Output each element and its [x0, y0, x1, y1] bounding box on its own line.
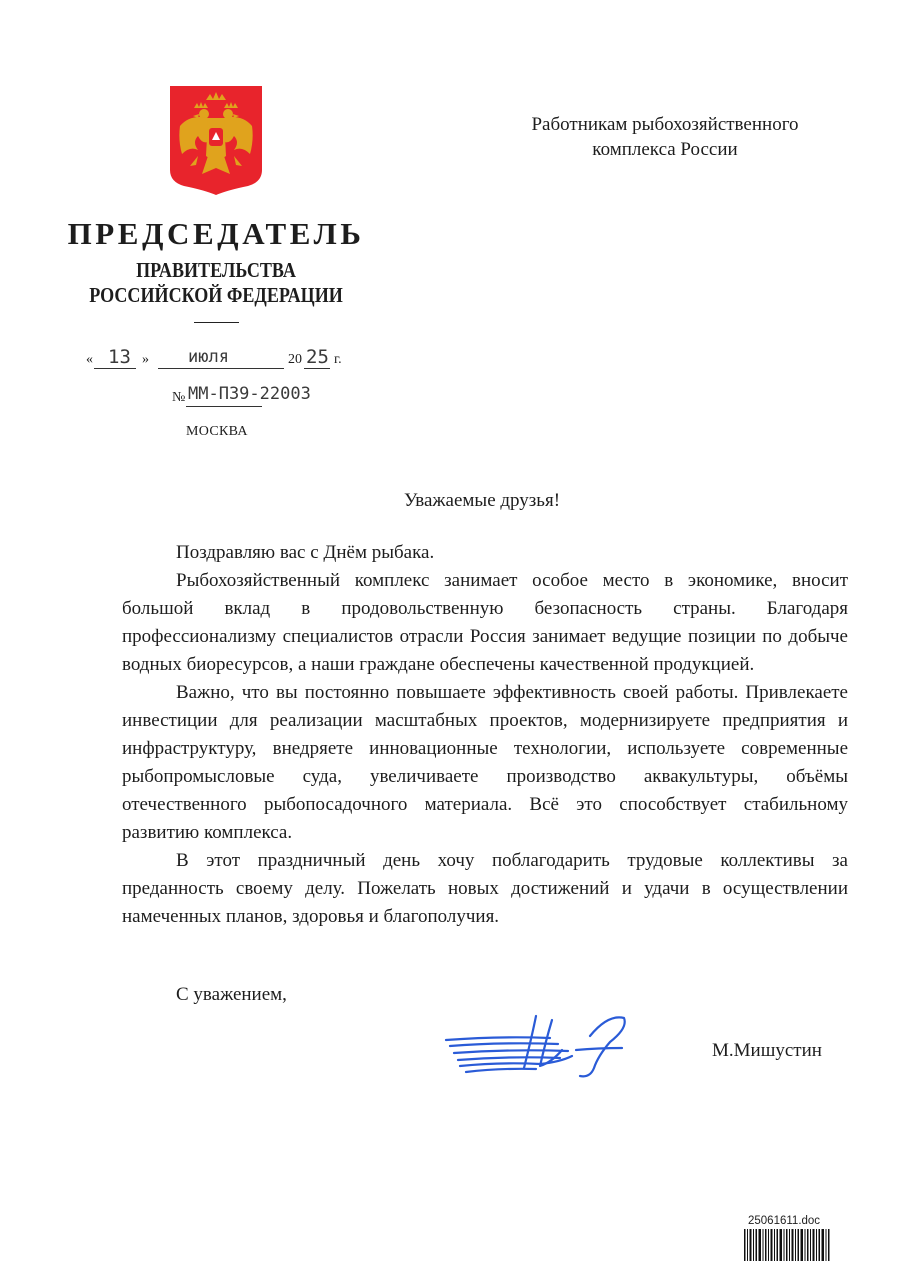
- barcode-icon: [744, 1229, 830, 1261]
- signer-name: М.Мишустин: [712, 1040, 822, 1061]
- body-paragraph: В этот праздничный день хочу поблагодарить трудовые коллективы за преданность своему делу. Пожелать новых достижений и удачи в осуществлении намеченных планов, здоровья и благополучия.: [122, 850, 848, 927]
- date-open-quote: «: [86, 352, 93, 367]
- date-day: 13: [108, 346, 131, 368]
- handwritten-signature: [440, 1006, 640, 1086]
- addressee-line-2: комплекса России: [592, 139, 738, 160]
- date-month-underline: [158, 368, 284, 369]
- date-year-prefix: 20: [288, 352, 302, 367]
- letterhead-title: ПРЕДСЕДАТЕЛЬ: [67, 216, 365, 251]
- date-year-suffix: 25: [306, 346, 329, 368]
- city-label: МОСКВА: [186, 424, 248, 439]
- date-year-underline: [304, 368, 330, 369]
- addressee-line-1: Работникам рыбохозяйственного: [531, 114, 799, 135]
- closing-phrase: С уважением,: [176, 984, 287, 1005]
- body-paragraph: Поздравляю вас с Днём рыбака.: [176, 542, 435, 563]
- date-day-underline: [94, 368, 136, 369]
- addressee: [480, 112, 850, 162]
- date-year-unit: г.: [334, 352, 342, 367]
- date-close-quote: »: [142, 352, 149, 367]
- body-paragraph: Важно, что вы постоянно повышаете эффективность своей работы. Привлекаете инвестиции для реализации масштабных проектов, модернизируете предприятия и инфраструктуру, внедряете инновационные технологии, используете современные рыбопромысловые суда, увеличиваете производство аквакультуры, объёмы отечественного рыбопосадочного материала. Всё это способствует стабильному развитию комплекса.: [122, 682, 848, 843]
- document-id: 25061611.doc: [748, 1215, 821, 1227]
- date-month: июля: [188, 347, 229, 367]
- letterhead-federation: РОССИЙСКОЙ ФЕДЕРАЦИИ: [89, 283, 343, 307]
- registration-underline: [186, 406, 262, 407]
- letterhead-government: ПРАВИТЕЛЬСТВА: [136, 258, 296, 282]
- salutation: Уважаемые друзья!: [403, 490, 561, 511]
- letter-body: [122, 539, 848, 931]
- coat-of-arms-emblem: [168, 84, 264, 196]
- registration-value: ММ-П39-22003: [188, 384, 311, 404]
- number-sign: №: [172, 390, 186, 405]
- letterhead-divider: [194, 322, 239, 323]
- body-paragraph: Рыбохозяйственный комплекс занимает особое место в экономике, вносит большой вклад в продовольственную безопасность страны. Благодаря профессионализму специалистов отрасли Россия занимает ведущие позиции по добыче водных биоресурсов, а наши граждане обеспечены качественной продукцией.: [122, 570, 848, 675]
